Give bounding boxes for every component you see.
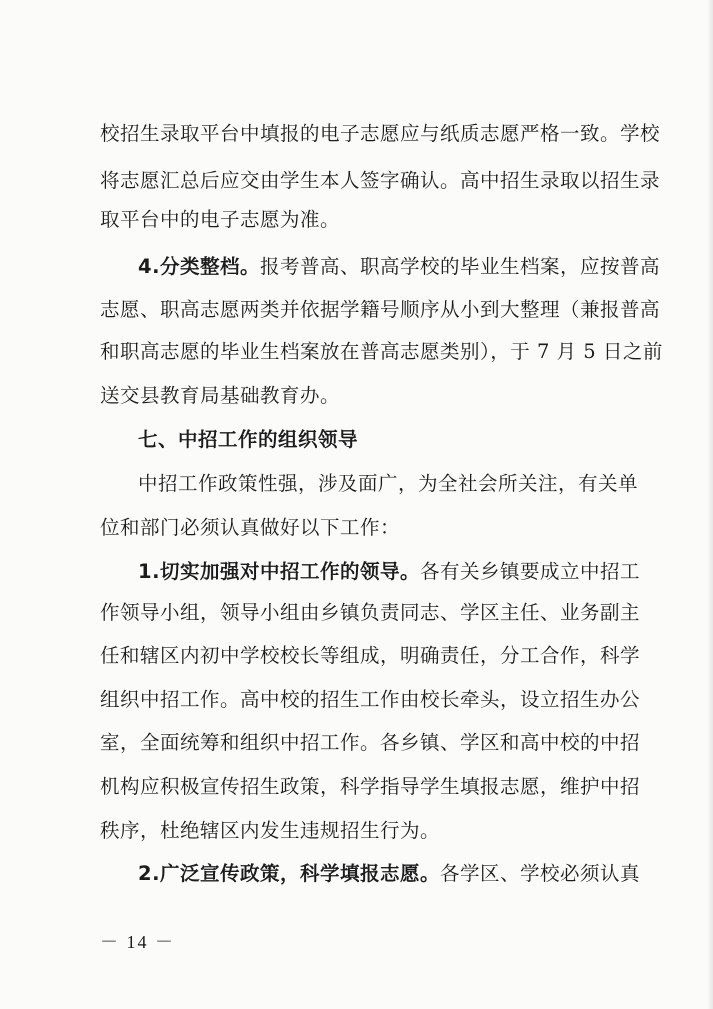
paragraph-line: 作领导小组，领导小组由乡镇负责同志、学区主任、业务副主: [100, 601, 641, 624]
item-1-label: 1.切实加强对中招工作的领导。: [138, 560, 420, 583]
paragraph-line: 室，全面统筹和组织中招工作。各乡镇、学区和高中校的中招: [100, 731, 641, 754]
intro-second-line: 位和部门必须认真做好以下工作：: [100, 516, 401, 539]
page-edge-shadow: [707, 0, 713, 1009]
paragraph-line: 送交县教育局基础教育办。: [100, 384, 341, 407]
paragraph-line: 和职高志愿的毕业生档案放在普高志愿类别），于 7 月 5 日之前: [100, 340, 663, 363]
item-1-first-line: [138, 559, 640, 585]
item-2-label: 2.广泛宣传政策，科学填报志愿。: [138, 862, 440, 885]
section-heading-7: 七、中招工作的组织领导: [138, 428, 359, 451]
intro-first-line: 中招工作政策性强，涉及面广，为全社会所关注，有关单: [138, 472, 639, 495]
section-4-text: 报考普高、职高学校的毕业生档案，应按普高: [259, 255, 660, 278]
item-2-first-line: [138, 861, 640, 887]
paragraph-line: 秩序，杜绝辖区内发生违规招生行为。: [100, 819, 441, 842]
paragraph-line: 机构应积极宣传招生政策，科学指导学生填报志愿，维护中招: [100, 775, 641, 798]
paragraph-line: 校招生录取平台中填报的电子志愿应与纸质志愿严格一致。学校: [100, 122, 661, 145]
paragraph-line: 组织中招工作。高中校的招生工作由校长牵头，设立招生办公: [100, 688, 641, 711]
paragraph-line: 取平台中的电子志愿为准。: [100, 208, 341, 231]
section-4-first-line: [138, 254, 660, 280]
page-number: － 14 －: [100, 932, 175, 952]
section-4-label: 4.分类整档。: [138, 255, 260, 278]
item-2-text: 各学区、学校必须认真: [439, 862, 640, 885]
paragraph-line: 将志愿汇总后应交由学生本人签字确认。高中招生录取以招生录: [100, 169, 661, 192]
paragraph-line: 志愿、职高志愿两类并依据学籍号顺序从小到大整理（兼报普高: [100, 298, 661, 321]
paragraph-line: 任和辖区内初中学校校长等组成，明确责任，分工合作，科学: [100, 644, 641, 667]
item-1-text: 各有关乡镇要成立中招工: [419, 560, 640, 583]
